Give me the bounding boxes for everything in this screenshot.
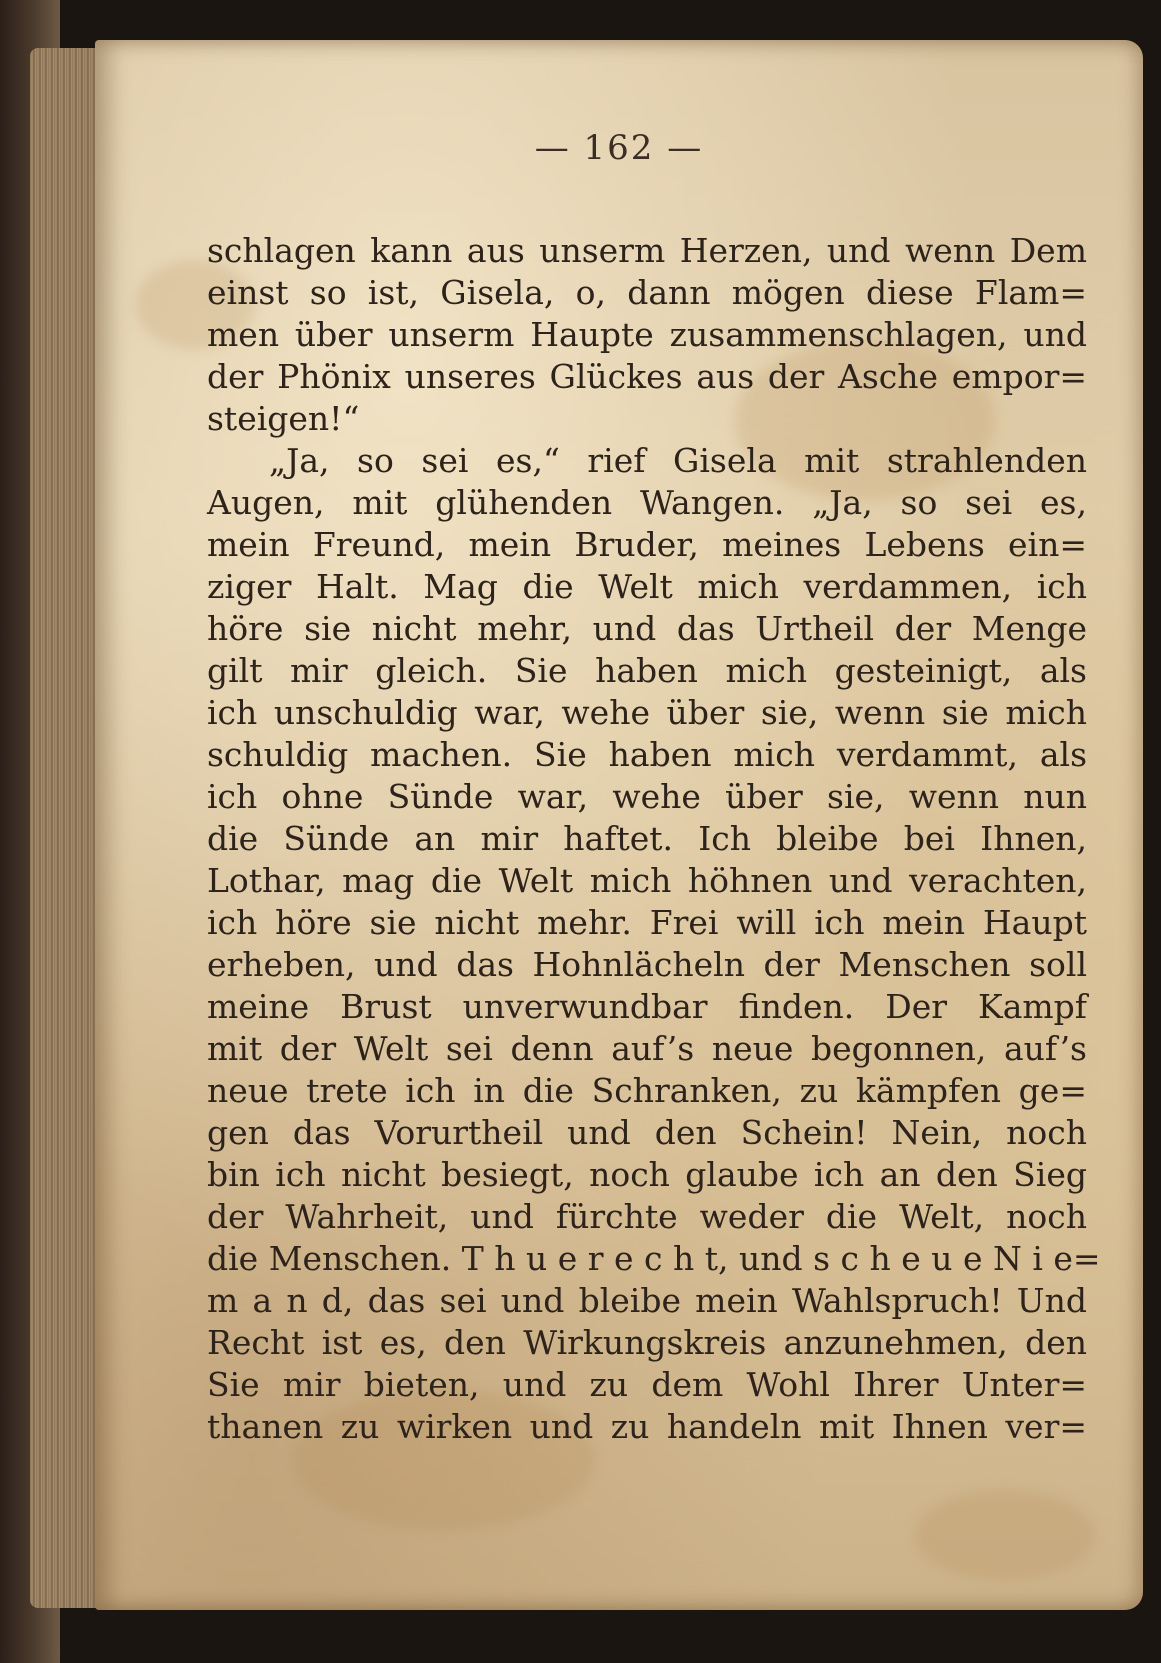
text-line: thanen zu wirken und zu handeln mit Ihnen ver= <box>207 1407 1087 1446</box>
text-line: gen das Vorurtheil und den Schein! Nein, noch <box>207 1113 1087 1152</box>
text-line: der Wahrheit, und fürchte weder die Welt, noch <box>207 1197 1087 1236</box>
text-line: höre sie nicht mehr, und das Urtheil der Menge <box>207 609 1087 648</box>
text-line: Augen, mit glühenden Wangen. „Ja, so sei es, <box>207 483 1087 522</box>
text-line: ich unschuldig war, wehe über sie, wenn sie mich <box>207 693 1087 732</box>
text-line: gilt mir gleich. Sie haben mich gesteinigt, als <box>207 651 1087 690</box>
text-line: Lothar, mag die Welt mich höhnen und verachten, <box>207 861 1087 900</box>
text-line: schuldig machen. Sie haben mich verdammt, als <box>207 735 1087 774</box>
text-line: men über unserm Haupte zusammenschlagen, und <box>207 315 1087 354</box>
text-line: ich ohne Sünde war, wehe über sie, wenn nun <box>207 777 1087 816</box>
page-paper <box>95 40 1143 1610</box>
text-line: „Ja, so sei es,“ rief Gisela mit strahlenden <box>269 441 1087 480</box>
text-line: ziger Halt. Mag die Welt mich verdammen, ich <box>207 567 1087 606</box>
paper-stain <box>915 1490 1095 1580</box>
text-line: mit der Welt sei denn auf’s neue begonnen, auf’s <box>207 1029 1087 1068</box>
text-line: ich höre sie nicht mehr. Frei will ich mein Haupt <box>207 903 1087 942</box>
text-line: der Phönix unseres Glückes aus der Asche empor= <box>207 357 1087 396</box>
text-line: die Sünde an mir haftet. Ich bleibe bei Ihnen, <box>207 819 1087 858</box>
text-line: erheben, und das Hohnlächeln der Menschen soll <box>207 945 1087 984</box>
text-line: mein Freund, mein Bruder, meines Lebens ein= <box>207 525 1087 564</box>
body-text <box>207 230 1101 1448</box>
text-line: Recht ist es, den Wirkungskreis anzunehmen, den <box>207 1323 1087 1362</box>
text-line: einst so ist, Gisela, o, dann mögen diese Flam= <box>207 273 1087 312</box>
text-line: neue trete ich in die Schranken, zu kämpfen ge= <box>207 1071 1087 1110</box>
text-line: bin ich nicht besiegt, noch glaube ich an den Sieg <box>207 1155 1087 1194</box>
text-line: die Menschen. T h u e r e c h t, und s c h e u e N i e= <box>207 1239 1101 1278</box>
text-line: steigen!“ <box>207 399 360 438</box>
text-line: meine Brust unverwundbar finden. Der Kampf <box>207 987 1087 1026</box>
text-line: Sie mir bieten, und zu dem Wohl Ihrer Unter= <box>207 1365 1087 1404</box>
text-line: m a n d, das sei und bleibe mein Wahlspruch! Und <box>207 1281 1087 1320</box>
text-line: schlagen kann aus unserm Herzen, und wenn Dem <box>207 231 1087 270</box>
page-number: — 162 — <box>534 128 704 168</box>
